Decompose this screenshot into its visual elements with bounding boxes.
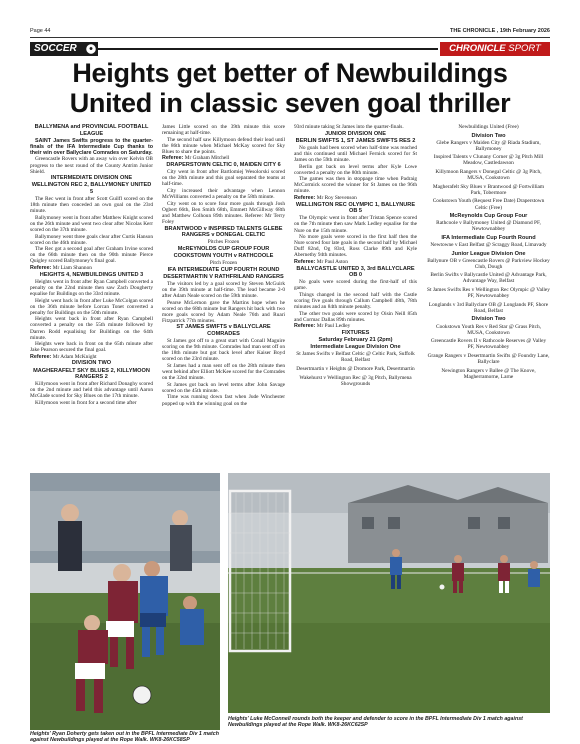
section-heading: INTERMEDIATE DIVISION ONE [50,175,133,182]
body-paragraph: The games was then in stoppage time when Padraig McCormick scored the winner for St James on the 96th minute. [294,176,417,195]
body-paragraph: 93rd minute taking St James into the quarter-finals. [294,124,404,130]
body-paragraph: Heights went in front after Ryan Campbell converted a penalty on the 22nd minute then saw Zach Dougherty equalise for Buildings on the 33rd minute. [30,278,153,297]
body-paragraph: The Olympic went in front after Tristan Spence scored on the 7th minute then saw Mark Ledley equalise for the Nure on the 15th minute. [294,215,417,234]
body-paragraph: St James got off to a great start with Conall Maguire scoring on the 9th minute. Comrades had man sent off on the 18th minute but got back level after Kaiser Boyd scored on the 23rd minute. [162,338,285,363]
referee-name: Mr Adam McKnight [51,353,97,360]
referee-line [162,155,285,161]
fixture-line: Cookstown Youth Res v Red Star @ Grass Pitch, MUSA, Cookstown [436,323,541,336]
centered-note: Pitches Frozen [207,239,240,246]
body-paragraph: Height went back in front after Luke McColgan scored on the 36th minute before Lorcan Tonet converted a penalty for Buildings on the 50th minute. [30,297,153,316]
fixture-line: St James Swifts v Belfast Celtic @ Celtic Park, Suffolk Road, Belfast [296,351,415,364]
lead-bold: SAINT James Swifts progress to the quarter-finals of the IFA Intermediate Cup thanks to their win over Ballyclare Comrades on Saturday. [30,137,153,156]
body-paragraph: Time was running down fast when Jude Winchester popped up with the winning goal on the [162,394,285,407]
referee-line [294,259,417,265]
match-photo-right [228,473,550,713]
referee-label: Referee: [30,265,52,272]
body-paragraph: The visitors led by a goal scored by Steven McGuirk on the 39th minute at half-time. The lead became 2-0 after Adam Neale scored on the 59th minute. [162,280,285,299]
section-heading: Junior League Division One [451,250,526,257]
masthead-sport: SPORT [508,43,541,54]
section-heading: McReynolds Cup Group Four [449,213,528,220]
photo-right-scene [228,473,550,713]
fixture-line: Wakehurst v Wellington Rec @ 3g Pitch, Ballymena Showgrounds [299,374,412,387]
fixture-line: Berlin Swifts v Ballycastle United @ Advantage Park, Advantage Way, Belfast [430,272,547,285]
fixture-line: Greencastle Rovers II v Rathcoole Reserves @ Valley PF, Newtownabbey [430,338,547,351]
page-header [30,27,550,36]
header-rule [30,37,550,38]
fixture-line: Cookstown Youth (Request Free Date) Draperstown Celtic (Free) [432,198,545,211]
body-paragraph: Ballymoney went three goals clear after Curtis Hanson scored on the 46th minute. [30,233,153,246]
section-heading: DIVISION TWO [71,360,112,367]
headline [30,58,550,118]
body-paragraph: Berlin got back on level terms after Kyle Lowe converted a penalty on the 80th minute. [294,163,417,176]
fixture-line: Newbuildings United (Free) [458,124,519,130]
section-label-text: SOCCER [34,43,77,54]
headline-line-2: United in classic seven goal thriller [69,88,511,118]
section-heading: ST JAMES SWIFTS v BALLYCLARE COMRADES [176,324,271,337]
body-paragraph: The other two goals were scored by Oisin Neill 85th and Cormac Dallas 89th minutes. [294,310,417,323]
body-paragraph: City increased their advantage when Lennon McWilliams converted a penalty on the 58th minute. [162,187,285,201]
body-paragraph: City went on to score four more goals through Josh Ogbert 66th, Ben Smith 68th, Emmett McGillway 68th and Matthew Colhoun 89th minutes. Referee: Mr Terry Foley [162,200,285,225]
section-heading: BALLYCASTLE UNITED 3, 3rd BALLYCLARE OB 0 [296,265,415,279]
body-paragraph: The Rec got a second goal after Graham Irvine scored on the 66th minute then on the 90th minute Pierce Quigley scored Ballymoney's final goal. [30,246,153,265]
section-heading: BERLIN SWIFTS 1, ST JAMES SWIFTS RES 2 [295,137,416,144]
body-paragraph: No more goals were scored in the first half then the Nure scored four late goals in the second half by Michael Duff 82nd, Og 83rd, Ross Clarke 89th and Kyle Abernethy 94th minutes. [294,234,417,259]
section-heading: JUNIOR DIVISION ONE [325,130,386,137]
referee-name: Mr Graham Mitchell [183,155,230,162]
section-heading: Division Two [471,316,506,323]
section-heading: IFA INTERMEDIATE CUP FOURTH ROUND [167,266,280,273]
section-heading: DRAPERSTOWN CELTIC 0, MAIDEN CITY 6 [166,162,281,169]
body-paragraph: St James got back on level terms after John Savage scored on the 45th minute. [162,381,285,394]
edition-date: THE CHRONICLE , 19th February 2026 [450,28,550,34]
article-columns [30,124,550,467]
fixture-line: Killymoon Rangers v Donegal Celtic @ 3g Pitch, MUSA, Cookstown [435,169,542,182]
body-paragraph: Things changed in the second half with the Castle scoring five goals through Callum Campbell 48th, 78th minutes and an 84th minute penalty. [294,291,417,311]
fixture-line: Inspired Talents v Clunany Corner @ 3g Pitch Mill Meadow, Castledawson [433,154,544,167]
caption-right: Heights' Luke McConnell rounds both the keeper and defender to score in the BPFL Intermediate Div 1 match against Newbuildings played at the Rope Walk. WK8-26KC62SP [228,716,523,729]
body-paragraph: Ballymoney went in front after Matthew Knight scored on the 26th minute and went two clear after Nicolas Kerr scored on the 37th minute. [30,214,153,233]
lead-paragraph [30,138,153,156]
fixture-line: Magherafelt Sky Blues v Brantwood @ Fortwilliam Park, Tobermore [432,183,545,196]
body-paragraph: Heights were back in front on the 65th minute after Jake Pearson secured the final goal. [30,341,153,354]
section-heading: DESERTMARTIN V RATHFRILAND RANGERS [163,273,284,280]
referee-name: Mr Paul Ledley [315,323,351,330]
fixture-line: Glebe Rangers v Maiden City @ Riada Stadium, Ballymoney [436,139,541,152]
body-paragraph: The Rec went in front after Scott Guilfl scored on the 18th minute then conceded an own goal on the 23rd minute. [30,196,153,215]
column-3 [294,124,417,467]
referee-name: Mr Liam Shannon [51,265,92,272]
fixture-line: Newington Rangers v Ballee @ The Knove, Magherramorne, Larne [441,367,536,380]
centered-note: Pitch Frozen [209,259,238,266]
body-paragraph: The second half saw Killymoon defend their lead until the 86th minute when Michael McKay scored for Sky Blues to share the points. [162,136,285,155]
column-1 [30,124,153,467]
chronicle-sport-masthead [440,42,550,56]
fixture-line: Grange Rangers v Desertmartin Swifts @ Foundry Lane, Ballyclare [427,352,550,365]
fixture-line: Ballynure OB v Greencastle Rovers @ Parkview Hockey Club, Dough [427,257,550,270]
caption-left: Heights' Ryan Doherty gets taken out in the BPFL Intermediate Div 1 match against Newbuildings played at the Rope Walk. WK8-26KC58SP [30,731,219,744]
fixture-line: Longlands v 3rd Ballyclare OB @ Longlands PF, Shore Road, Belfast [428,301,549,314]
section-heading: COOKSTOWN YOUTH v RATHCOOLE [173,252,274,259]
body-paragraph: No goals were scored during the first-half of this game. [294,279,417,292]
fixture-line: St James Swifts Res v Wellington Rec Olympic @ Valley PF, Newtownabbey [427,287,550,300]
body-paragraph: James Little scored on the 39th minute this score remaining at half-time. [162,124,285,137]
fixture-line: Rathcoole v Ballymoney United @ Diamond PF, Newtownabbey [436,220,541,233]
section-heading: WELLINGTON REC OLYMPIC 1, BALLYNURE OB 5 [295,201,416,215]
body-paragraph: City went in front after Bartlomiej Wesolorski scored on the 28th minute and this goal separated the teams at half-time. [162,169,285,188]
referee-label: Referee: [294,195,316,202]
section-heading: Intermediate League Division One [310,344,401,351]
body-paragraph: Pearse McLernon gave the Martins hope when he scored on the 68th minute but Rangers hit back with two more goals scored by Adam Neale 76th and Ruari Fitzpatrick 77th minutes. [162,299,285,324]
column-2 [162,124,285,467]
band-divider [98,48,438,50]
referee-line [294,195,417,201]
referee-line [30,354,153,360]
referee-label: Referee: [162,155,184,162]
section-heading: Saturday February 21 (2pm) [318,337,393,344]
photo-left-scene [30,473,220,730]
referee-name: Mr Roy Stevenson [315,195,357,202]
section-heading: McREYNOLDS CUP GROUP FOUR [177,245,270,252]
referee-label: Referee: [294,323,316,330]
section-heading: IFA Intermediate Cup Fourth Round [441,234,536,241]
section-band [30,42,550,56]
body-paragraph: Greencastle Rovers with an away win over Kelvin OB progress to the next round of the County Antrim Junior Shield. [30,156,153,175]
referee-label: Referee: [294,258,316,265]
referee-label: Referee: [30,353,52,360]
section-heading: HEIGHTS 4, NEWBUILDINGS UNITED 3 [39,271,144,278]
body-paragraph: Heights went back in front after Ryan Campbell converted a penalty on the 55th minute followed by Darren Rodd equalising for Buildings on the 64th minute. [30,316,153,341]
fixture-line: Desertmartin v Heights @ Dromore Park, Desertmartin [296,365,415,372]
referee-name: Mr Paul Aston [315,258,348,265]
section-heading: BALLYMENA and PROVINCIAL FOOTBALL LEAGUE [34,124,149,137]
body-paragraph: St James had a man sent off on the 28th minute then went behind after Elliott McKee scored for the Comrades on the 32nd minute. [162,362,285,382]
section-heading: WELLINGTON REC 2, BALLYMONEY UNITED 5 [31,182,152,195]
match-photo-left [30,473,220,730]
page-number: Page 44 [30,28,51,34]
body-paragraph: Killymoon went in front after Richard Donaghy scored on the 2nd minute and held this advantage until Aaron McGlade scored for Sky Blues on the 17th minute. [30,381,153,400]
section-heading: BRANTWOOD v INSPIRED TALENTS GLEBE RANGERS v DONEGAL CELTIC [164,225,283,239]
referee-line [30,265,153,271]
body-paragraph: No goals had been scored when half-time was reached and this continued until Michael Fernick scored for St James on the 59th minute. [294,144,417,163]
column-4 [427,124,550,467]
body-paragraph: Killymoon went in front for a second time after [35,400,137,407]
football-icon [86,44,96,54]
section-heading: Division Two [471,132,506,139]
fixture-line: Newtowne v East Belfast @ Scraggy Road, Limavady [430,242,547,248]
section-heading: FIXTURES [341,330,370,336]
referee-line [294,323,417,329]
headline-line-1: Heights get better of Newbuildings [72,58,508,88]
section-heading: MAGHERAFELT SKY BLUES 2, KILLYMOON RANGERS 2 [33,367,150,381]
masthead-chronicle: CHRONICLE [449,43,506,54]
